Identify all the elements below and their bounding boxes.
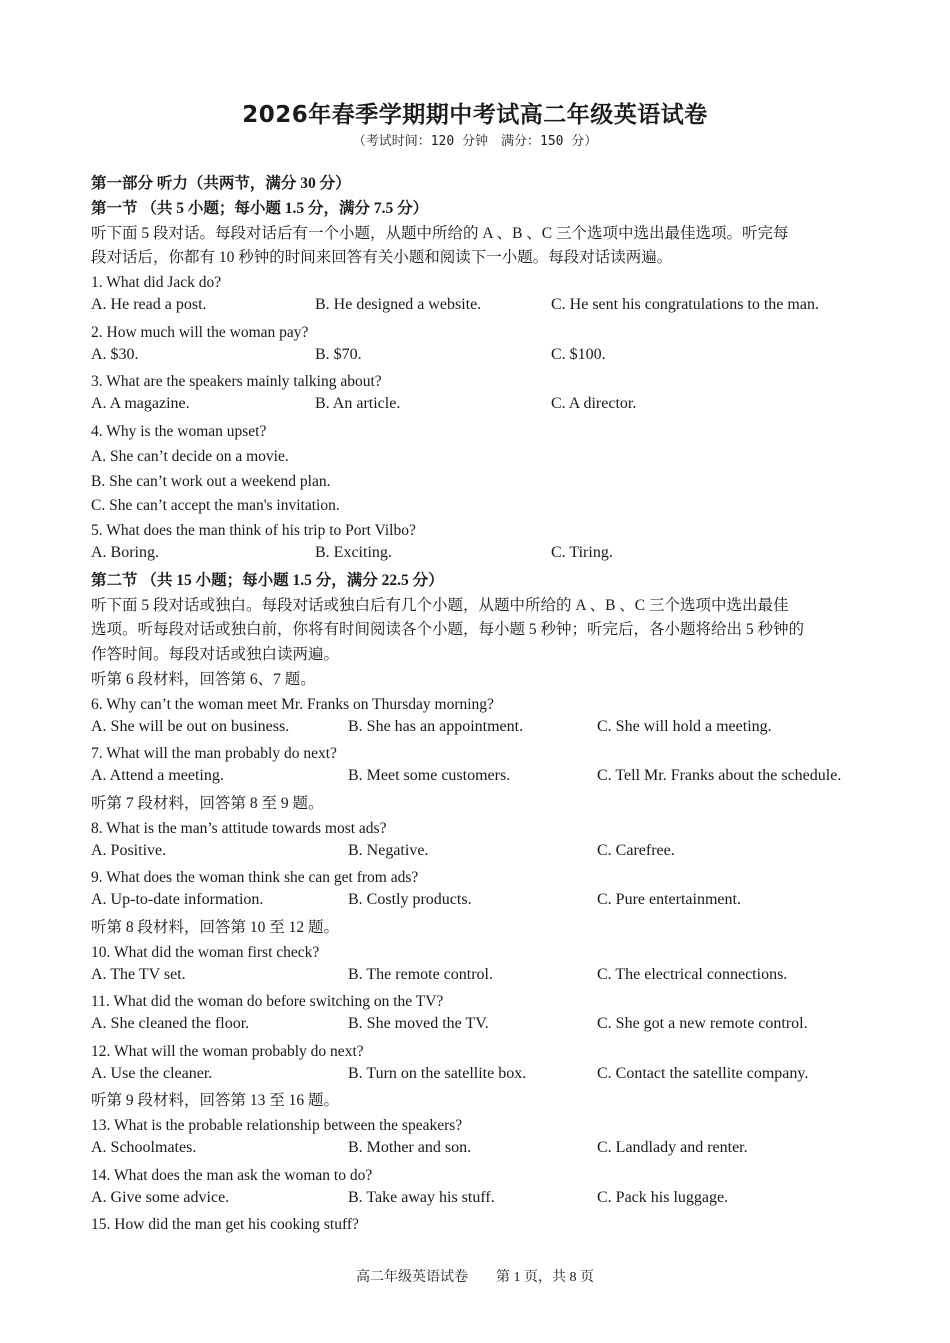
option-b: B. Take away his stuff. [348,1188,495,1206]
option-row [91,1139,866,1164]
option-b: B. Costly products. [348,891,472,909]
option-row [91,1189,866,1214]
option-b: B. Mother and son. [348,1139,472,1157]
option-b: B. $70. [315,345,362,363]
option-row [91,544,866,569]
question-text: 9. What does the woman think she can get from ads? [91,869,419,887]
option-a: A. $30. [91,345,139,363]
option-c: C. Tell Mr. Franks about the schedule. [597,767,842,785]
question-text: 7. What will the man probably do next? [91,745,337,763]
question-text: 14. What does the man ask the woman to do? [91,1166,373,1184]
question-text: 11. What did the woman do before switching on the TV? [91,993,444,1011]
exam-subtitle: （考试时间：120 分钟 满分：150 分） [352,134,598,149]
option-row [91,966,866,991]
material-note: 听第 6 段材料，回答第 6、7 题。 [91,670,316,688]
option-c: C. A director. [551,395,637,413]
option-a: A. She cleaned the floor. [91,1015,250,1033]
option-a: A. The TV set. [91,965,186,983]
question-text: 13. What is the probable relationship between the speakers? [91,1117,463,1135]
option-b: B. She moved the TV. [348,1015,489,1033]
option-a: A. Positive. [91,841,167,859]
section1-heading: 第一节 （共 5 小题；每小题 1.5 分，满分 7.5 分） [91,199,429,217]
option-a: A. A magazine. [91,395,190,413]
question-text: 8. What is the man’s attitude towards most ads? [91,819,387,837]
option-c: C. She can’t accept the man's invitation. [91,497,340,515]
option-c: C. She will hold a meeting. [597,717,772,735]
option-b: B. Negative. [348,841,429,859]
option-c: C. Carefree. [597,841,675,859]
section1-instruction-line: 听下面 5 段对话。每段对话后有一个小题，从题中所给的 A 、B 、C 三个选项中选出最佳选项。听完每 [91,224,789,242]
option-row [91,842,866,867]
option-c: C. Contact the satellite company. [597,1064,809,1082]
question-text: 15. How did the man get his cooking stuff? [91,1216,359,1234]
option-a: A. He read a post. [91,295,207,313]
page-footer: 高二年级英语试卷 第 1 页，共 8 页 [356,1270,594,1285]
exam-title: 2026年春季学期期中考试高二年级英语试卷 [242,102,708,128]
option-row [91,346,866,371]
option-a: A. Use the cleaner. [91,1064,213,1082]
option-b: B. Exciting. [315,543,392,561]
option-a: A. Boring. [91,543,159,561]
option-c: C. The electrical connections. [597,965,788,983]
option-row [91,296,866,321]
option-c: C. Pure entertainment. [597,891,741,909]
option-c: C. She got a new remote control. [597,1015,808,1033]
option-a: A. She can’t decide on a movie. [91,447,289,465]
option-a: A. Give some advice. [91,1188,230,1206]
question-text: 1. What did Jack do? [91,274,222,292]
exam-content [91,172,866,1238]
option-c: C. $100. [551,345,606,363]
option-b: B. The remote control. [348,965,493,983]
section2-heading: 第二节 （共 15 小题；每小题 1.5 分，满分 22.5 分） [91,571,444,589]
option-c: C. He sent his congratulations to the man. [551,295,819,313]
option-a: A. She will be out on business. [91,717,290,735]
option-b: B. An article. [315,395,401,413]
option-row [91,1015,866,1040]
option-row [91,1065,866,1090]
question-text: 2. How much will the woman pay? [91,323,309,341]
option-b: B. Turn on the satellite box. [348,1064,527,1082]
option-a: A. Schoolmates. [91,1139,197,1157]
option-c: C. Landlady and renter. [597,1139,748,1157]
question-text: 5. What does the man think of his trip to Port Vilbo? [91,522,416,540]
section2-instruction-line: 作答时间。每段对话或独白读两遍。 [91,646,340,664]
option-b: B. He designed a website. [315,295,482,313]
option-row [91,395,866,420]
option-b: B. Meet some customers. [348,767,511,785]
material-note: 听第 8 段材料，回答第 10 至 12 题。 [91,918,340,936]
section2-instruction-line: 选项。听每段对话或独白前，你将有时间阅读各个小题，每小题 5 秒钟；听完后，各小题将给出 5 秒钟的 [91,621,805,639]
option-row [91,718,866,743]
part1-heading: 第一部分 听力（共两节，满分 30 分） [91,175,351,192]
section1-instruction-line: 段对话后，你都有 10 秒钟的时间来回答有关小题和阅读下一小题。每段对话读两遍。 [91,249,673,267]
material-note: 听第 9 段材料，回答第 13 至 16 题。 [91,1092,340,1110]
option-b: B. She can’t work out a weekend plan. [91,472,331,490]
option-row [91,767,866,792]
section2-instruction-line: 听下面 5 段对话或独白。每段对话或独白后有几个小题，从题中所给的 A 、B 、C 三个选项中选出最佳 [91,596,789,614]
option-b: B. She has an appointment. [348,717,524,735]
question-text: 10. What did the woman first check? [91,943,320,961]
question-text: 4. Why is the woman upset? [91,422,267,440]
option-a: A. Attend a meeting. [91,767,224,785]
option-c: C. Pack his luggage. [597,1188,729,1206]
question-text: 3. What are the speakers mainly talking about? [91,373,382,391]
option-a: A. Up-to-date information. [91,891,264,909]
question-text: 12. What will the woman probably do next? [91,1042,364,1060]
question-text: 6. Why can’t the woman meet Mr. Franks on Thursday morning? [91,695,494,713]
material-note: 听第 7 段材料，回答第 8 至 9 题。 [91,794,324,812]
option-row [91,891,866,916]
option-c: C. Tiring. [551,543,613,561]
